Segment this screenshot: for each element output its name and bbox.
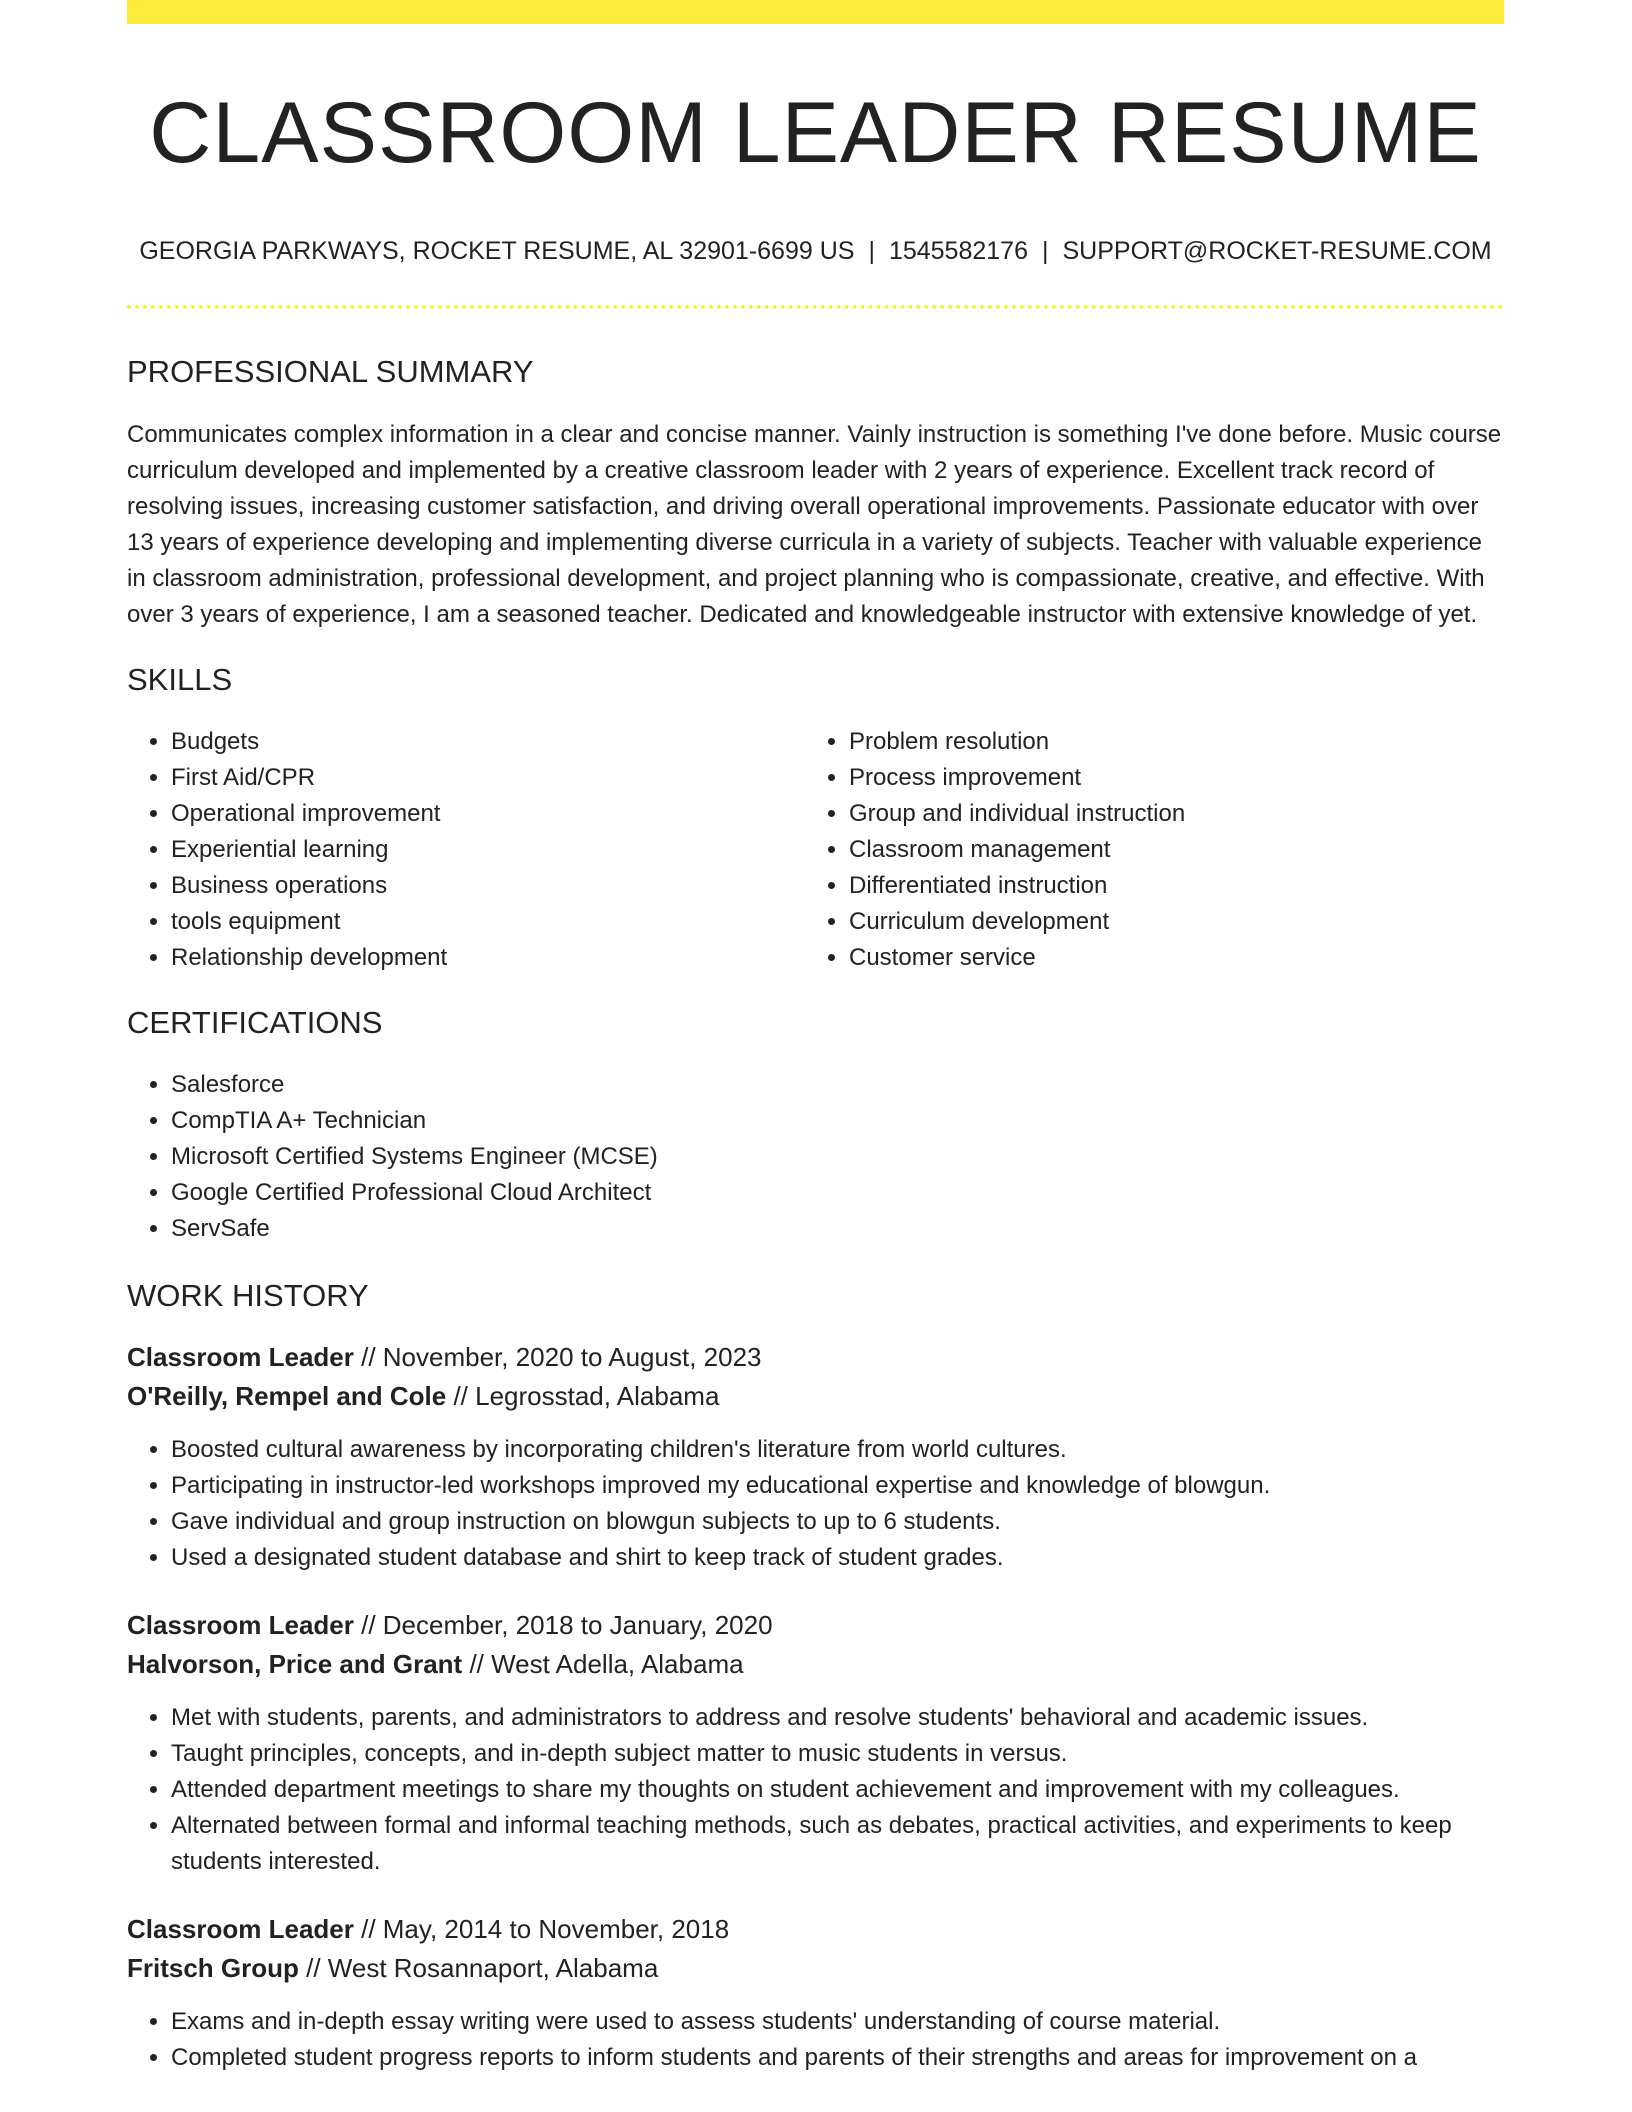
job-role-line xyxy=(127,1606,1504,1645)
accent-top-bar xyxy=(127,0,1504,24)
job-role: Classroom Leader xyxy=(127,1914,354,1945)
skill-item: • Experiential learning xyxy=(171,832,805,868)
contact-address: GEORGIA PARKWAYS, ROCKET RESUME, AL 32901-6699 US xyxy=(139,236,855,265)
job-company-line xyxy=(127,1949,1504,1988)
skill-item: • Classroom management xyxy=(849,832,1504,868)
job-role: Classroom Leader xyxy=(127,1342,354,1373)
job-bullet: • Taught principles, concepts, and in-depth subject matter to music students in versus. xyxy=(171,1736,1504,1772)
job-role-line xyxy=(127,1338,1504,1377)
skills-heading: SKILLS xyxy=(127,661,233,697)
job-company-line xyxy=(127,1645,1504,1684)
job-bullet: • Attended department meetings to share my thoughts on student achievement and improvement with my colleagues. xyxy=(171,1772,1504,1808)
skills-list-right xyxy=(805,724,1504,976)
job-dates: // November, 2020 to August, 2023 xyxy=(353,1342,762,1373)
skill-item: • First Aid/CPR xyxy=(171,760,805,796)
skill-item: • Problem resolution xyxy=(849,724,1504,760)
job-bullet: • Alternated between formal and informal teaching methods, such as debates, practical activities, and experiments to keep students interested. xyxy=(171,1808,1504,1880)
job-bullet: • Completed student progress reports to inform students and parents of their strengths and areas for improvement on a xyxy=(171,2040,1504,2076)
skills-list-left xyxy=(127,724,805,976)
job-bullet: • Boosted cultural awareness by incorporating children's literature from world cultures. xyxy=(171,1432,1504,1468)
job-bullet: • Met with students, parents, and administrators to address and resolve students' behavioral and academic issues. xyxy=(171,1700,1504,1736)
job-bullets xyxy=(127,2004,1504,2076)
job-entry xyxy=(127,1910,1504,2076)
resume-page xyxy=(127,0,1504,2076)
skill-item: • Operational improvement xyxy=(171,796,805,832)
job-dates: // December, 2018 to January, 2020 xyxy=(353,1610,773,1641)
job-company-line xyxy=(127,1377,1504,1416)
job-bullet: • Gave individual and group instruction on blowgun subjects to up to 6 students. xyxy=(171,1504,1504,1540)
certification-item: • CompTIA A+ Technician xyxy=(171,1103,1504,1139)
contact-line xyxy=(127,235,1504,268)
job-role-line xyxy=(127,1910,1504,1949)
certification-item: • Salesforce xyxy=(171,1067,1504,1103)
job-bullet: • Exams and in-depth essay writing were used to assess students' understanding of course material. xyxy=(171,2004,1504,2040)
job-dates: // May, 2014 to November, 2018 xyxy=(353,1914,730,1945)
job-company: Fritsch Group xyxy=(127,1953,299,1984)
skill-item: • Differentiated instruction xyxy=(849,868,1504,904)
skill-item: • Budgets xyxy=(171,724,805,760)
contact-phone[interactable]: 1545582176 xyxy=(888,236,1028,265)
job-entry xyxy=(127,1338,1504,1576)
summary-heading: PROFESSIONAL SUMMARY xyxy=(127,354,534,390)
skill-item: • Group and individual instruction xyxy=(849,796,1504,832)
job-bullet: • Used a designated student database and shirt to keep track of student grades. xyxy=(171,1540,1504,1576)
work-history-heading: WORK HISTORY xyxy=(127,1277,369,1313)
skill-item: • Process improvement xyxy=(849,760,1504,796)
certifications-list xyxy=(127,1067,1504,1247)
certification-item: • Google Certified Professional Cloud Architect xyxy=(171,1175,1504,1211)
job-company: O'Reilly, Rempel and Cole xyxy=(127,1381,447,1412)
skill-item: • Curriculum development xyxy=(849,904,1504,940)
job-location: // West Adella, Alabama xyxy=(462,1649,744,1680)
certification-item: • ServSafe xyxy=(171,1211,1504,1247)
job-entry xyxy=(127,1606,1504,1880)
contact-email[interactable]: SUPPORT@ROCKET-RESUME.COM xyxy=(1062,236,1492,265)
job-company: Halvorson, Price and Grant xyxy=(127,1649,463,1680)
skill-item: • tools equipment xyxy=(171,904,805,940)
certification-item: • Microsoft Certified Systems Engineer (MCSE) xyxy=(171,1139,1504,1175)
contact-separator: | xyxy=(1041,236,1049,265)
skill-item: • Customer service xyxy=(849,940,1504,976)
skill-item: • Business operations xyxy=(171,868,805,904)
job-bullets xyxy=(127,1700,1504,1880)
skill-item: • Relationship development xyxy=(171,940,805,976)
job-bullets xyxy=(127,1432,1504,1576)
skills-grid xyxy=(127,724,1504,976)
resume-title: CLASSROOM LEADER RESUME xyxy=(149,85,1482,181)
job-location: // Legrosstad, Alabama xyxy=(446,1381,720,1412)
job-location: // West Rosannaport, Alabama xyxy=(298,1953,659,1984)
certifications-heading: CERTIFICATIONS xyxy=(127,1004,383,1040)
job-bullet: • Participating in instructor-led workshops improved my educational expertise and knowledge of blowgun. xyxy=(171,1468,1504,1504)
dotted-divider xyxy=(127,305,1504,309)
summary-text: Communicates complex information in a clear and concise manner. Vainly instruction is something I've done before. Music course curriculum developed and implemented by a creative classroom leader with 2 years of experience. Excellent track record of resolving issues, increasing customer satisfaction, and driving overall operational improvements. Passionate educator with over 13 years of experience developing and implementing diverse curricula in a variety of subjects. Teacher with valuable experience in classroom administration, professional development, and project planning who is compassionate, creative, and effective. With over 3 years of experience, I am a seasoned teacher. Dedicated and knowledgeable instructor with extensive knowledge of yet. xyxy=(127,420,1502,628)
contact-separator: | xyxy=(868,236,875,265)
job-role: Classroom Leader xyxy=(127,1610,354,1641)
